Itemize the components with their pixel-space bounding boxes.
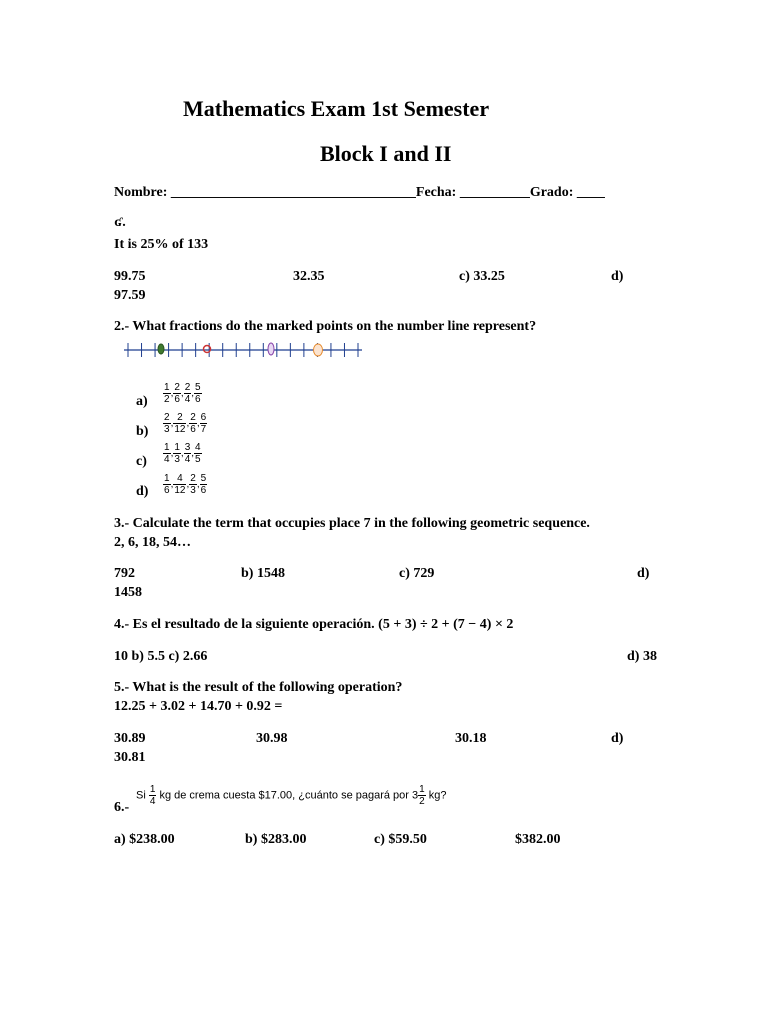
question-2-option-fractions	[163, 382, 202, 405]
fraction: $\frac{2}{4}$	[184, 382, 191, 405]
fraction-separator: ,	[196, 479, 200, 490]
q6-middle: kg de crema cuesta $17.00, ¿cuánto se pagará por 3	[159, 789, 419, 802]
fraction-separator: ,	[191, 388, 195, 399]
question-1-option: 32.35	[293, 269, 325, 284]
fraction: $\frac{2}{6}$	[174, 382, 180, 405]
fraction-separator: ,	[170, 448, 174, 459]
point-marker-orange	[314, 344, 323, 356]
point-marker-green	[158, 344, 164, 354]
question-4-options: 10 b) 5.5 c) 2.66	[114, 649, 208, 664]
fraction-separator: ,	[191, 448, 195, 459]
question-1-text: It is 25% of 133	[114, 237, 209, 252]
question-6-option: b) $283.00	[245, 832, 307, 847]
fraction: $\frac{4}{5}$	[195, 442, 201, 465]
number-line-marker	[158, 344, 164, 354]
question-6-option: $382.00	[515, 832, 561, 847]
question-2-option-label: c)	[136, 454, 147, 469]
fraction-separator: ,	[170, 418, 174, 429]
question-5-option: 30.81	[114, 750, 146, 765]
q6-suffix: kg?	[428, 789, 447, 802]
question-1-option: 99.75	[114, 269, 146, 284]
question-3-option: d)	[637, 566, 650, 581]
fraction-separator: ,	[186, 418, 190, 429]
question-6-option: a) $238.00	[114, 832, 175, 847]
question-5-option: 30.98	[256, 731, 288, 746]
question-2-option-fractions	[163, 412, 207, 435]
question-2-option-label: d)	[136, 484, 149, 499]
point-marker-purple	[268, 343, 274, 355]
question-2-option-label: a)	[136, 394, 148, 409]
fraction: $\frac{4}{12}$	[174, 473, 186, 496]
fraction: $\frac{2}{3}$	[164, 412, 170, 435]
question-1-option: d)	[611, 269, 624, 284]
question-4-text: 4.- Es el resultado de la siguiente operación. (5 + 3) ÷ 2 + (7 − 4) × 2	[114, 617, 514, 632]
question-3-sequence: 2, 6, 18, 54…	[114, 535, 191, 550]
question-6-option: c) $59.50	[374, 832, 427, 847]
question-3-option: 792	[114, 566, 135, 581]
question-1-marker: ʛ.	[114, 215, 126, 230]
question-1-option: 97.59	[114, 288, 146, 303]
fraction-separator: ,	[186, 479, 190, 490]
question-3-option: 1458	[114, 585, 142, 600]
question-2-option-fractions	[163, 442, 202, 465]
fraction: $\frac{1}{2}$	[164, 382, 170, 405]
fraction: $\frac{1}{4}$	[164, 442, 170, 465]
fraction: $\frac{3}{4}$	[184, 442, 191, 465]
q6-prefix: Si	[136, 789, 146, 802]
fraction-separator: ,	[180, 388, 184, 399]
q6-fraction-1: $\frac{1}{4}$	[149, 784, 156, 807]
question-2-option-fractions	[163, 473, 207, 496]
fraction: $\frac{2}{6}$	[190, 412, 196, 435]
fraction: $\frac{2}{3}$	[190, 473, 196, 496]
question-5-option: 30.18	[455, 731, 487, 746]
student-info-line: Nombre: ___________________________________Fecha: __________Grado: ____	[114, 185, 605, 200]
question-6-number: 6.-	[114, 800, 130, 815]
fraction: $\frac{1}{3}$	[174, 442, 180, 465]
question-2-option-label: b)	[136, 424, 149, 439]
question-1-option: c) 33.25	[459, 269, 505, 284]
fraction: $\frac{5}{6}$	[200, 473, 207, 496]
fraction: $\frac{1}{6}$	[164, 473, 170, 496]
exam-subtitle: Block I and II	[320, 141, 452, 166]
question-3-option: b) 1548	[241, 566, 285, 581]
question-4-option: d) 38	[627, 649, 657, 664]
fraction-separator: ,	[170, 388, 174, 399]
question-5-option: 30.89	[114, 731, 146, 746]
number-line-marker	[268, 343, 274, 355]
question-5-text: 5.- What is the result of the following operation?	[114, 680, 403, 695]
fraction: $\frac{5}{6}$	[195, 382, 201, 405]
number-line	[120, 338, 370, 364]
number-line-marker	[314, 344, 323, 356]
question-5-expression: 12.25 + 3.02 + 14.70 + 0.92 =	[114, 699, 283, 714]
fraction-separator: ,	[170, 479, 174, 490]
exam-title: Mathematics Exam 1st Semester	[183, 96, 490, 121]
question-5-option: d)	[611, 731, 624, 746]
fraction-separator: ,	[196, 418, 200, 429]
fraction: $\frac{6}{7}$	[200, 412, 207, 435]
question-6-statement	[136, 784, 447, 807]
question-2-text: 2.- What fractions do the marked points on the number line represent?	[114, 319, 537, 334]
fraction: $\frac{2}{12}$	[174, 412, 186, 435]
question-3-text: 3.- Calculate the term that occupies place 7 in the following geometric sequence.	[114, 516, 590, 531]
q6-fraction-2: $\frac{1}{2}$	[419, 784, 425, 807]
fraction-separator: ,	[180, 448, 184, 459]
question-3-option: c) 729	[399, 566, 435, 581]
